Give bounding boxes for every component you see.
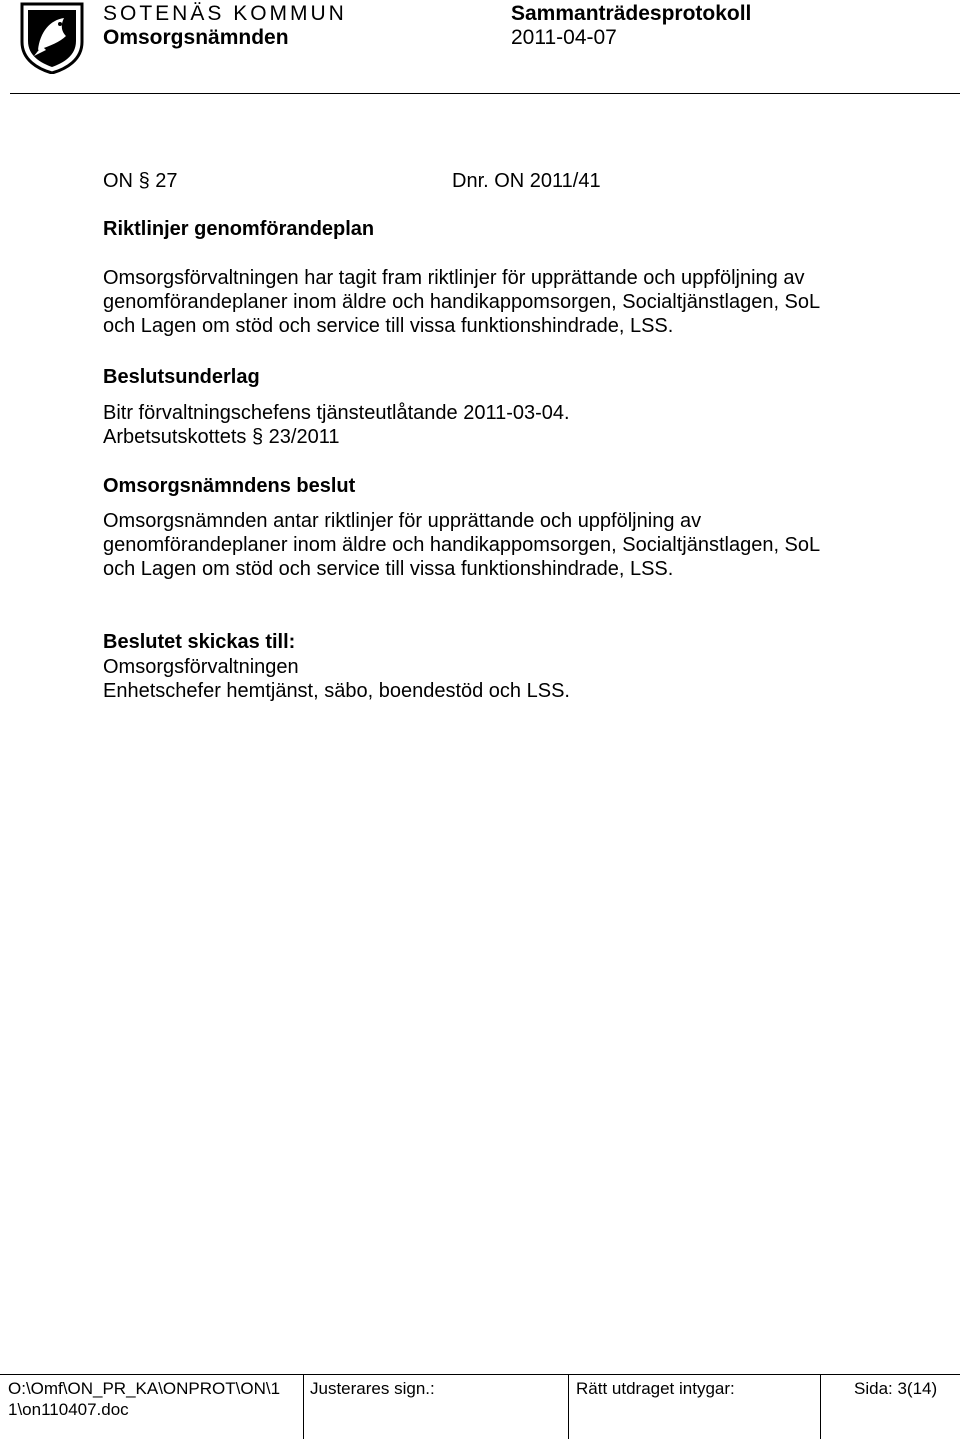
board-name: Omsorgsnämnden — [103, 26, 289, 49]
page-number: Sida: 3(14) — [854, 1379, 938, 1398]
footer-divider — [303, 1375, 304, 1439]
case-number: ON § 27 — [103, 170, 178, 192]
decision-line: genomförandeplaner inom äldre och handikappomsorgen, Socialtjänstlagen, SoL — [103, 534, 821, 556]
sent-to-list — [103, 655, 570, 703]
recipient: Enhetschefer hemtjänst, säbo, boendestöd och LSS. — [103, 680, 570, 702]
basis-paragraph — [103, 401, 570, 449]
recipient: Omsorgsförvaltningen — [103, 656, 299, 678]
certified-extract: Rätt utdraget intygar: — [576, 1379, 735, 1398]
header-divider — [10, 93, 960, 94]
file-path: O:\Omf\ON_PR_KA\ONPROT\ON\1 1\on110407.doc — [8, 1379, 281, 1419]
intro-paragraph — [103, 266, 820, 338]
basis-heading: Beslutsunderlag — [103, 366, 260, 388]
basis-line: Arbetsutskottets § 23/2011 — [103, 426, 340, 448]
document-type: Sammanträdesprotokoll — [511, 2, 752, 25]
footer-divider — [568, 1375, 569, 1439]
adjusted-sign: Justerares sign.: — [310, 1379, 435, 1398]
intro-line: Omsorgsförvaltningen har tagit fram riktlinjer för upprättande och uppföljning av — [103, 267, 805, 289]
decision-paragraph — [103, 509, 820, 581]
intro-line: och Lagen om stöd och service till vissa funktionshindrade, LSS. — [103, 315, 674, 337]
intro-line: genomförandeplaner inom äldre och handikappomsorgen, Socialtjänstlagen, SoL — [103, 291, 821, 313]
meeting-date: 2011-04-07 — [511, 26, 617, 49]
footer-divider — [820, 1375, 821, 1439]
municipality-logo-icon — [20, 2, 84, 74]
diary-number: Dnr. ON 2011/41 — [452, 170, 601, 192]
organization-name: SOTENÄS KOMMUN — [103, 2, 347, 25]
decision-line: och Lagen om stöd och service till vissa funktionshindrade, LSS. — [103, 558, 674, 580]
footer-table — [0, 1374, 960, 1439]
decision-heading: Omsorgsnämndens beslut — [103, 475, 356, 497]
sent-to-heading: Beslutet skickas till: — [103, 631, 296, 653]
decision-line: Omsorgsnämnden antar riktlinjer för upprättande och uppföljning av — [103, 510, 702, 532]
basis-line: Bitr förvaltningschefens tjänsteutlåtande 2011-03-04. — [103, 402, 570, 424]
page-title: Riktlinjer genomförandeplan — [103, 218, 375, 240]
